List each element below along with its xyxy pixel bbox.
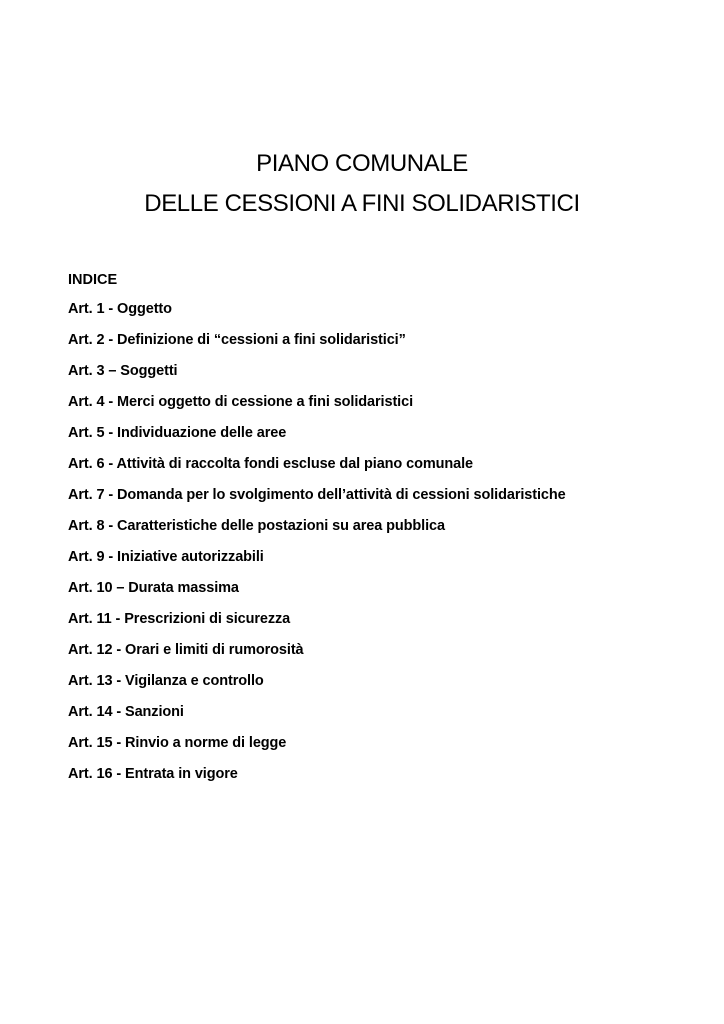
toc-entry-art-3: Art. 3 – Soggetti: [68, 363, 178, 379]
toc-entry-art-2: Art. 2 - Definizione di “cessioni a fini solidaristici”: [68, 332, 406, 348]
table-of-contents: [68, 299, 566, 795]
toc-entry-art-5: Art. 5 - Individuazione delle aree: [68, 425, 287, 441]
toc-entry-art-1: Art. 1 - Oggetto: [68, 301, 172, 317]
toc-entry-art-10: Art. 10 – Durata massima: [68, 580, 239, 596]
index-heading: INDICE: [68, 272, 118, 288]
toc-entry-art-16: Art. 16 - Entrata in vigore: [68, 766, 238, 782]
toc-entry-art-7: Art. 7 - Domanda per lo svolgimento dell’attività di cessioni solidaristiche: [68, 487, 566, 503]
toc-entry-art-11: Art. 11 - Prescrizioni di sicurezza: [68, 611, 291, 627]
toc-entry-art-15: Art. 15 - Rinvio a norme di legge: [68, 735, 287, 751]
toc-entry-art-9: Art. 9 - Iniziative autorizzabili: [68, 549, 264, 565]
title-line-2: DELLE CESSIONI A FINI SOLIDARISTICI: [144, 190, 580, 217]
toc-entry-art-13: Art. 13 - Vigilanza e controllo: [68, 673, 264, 689]
toc-entry-art-12: Art. 12 - Orari e limiti di rumorosità: [68, 642, 304, 658]
toc-entry-art-14: Art. 14 - Sanzioni: [68, 704, 184, 720]
toc-entry-art-6: Art. 6 - Attività di raccolta fondi escluse dal piano comunale: [68, 456, 473, 472]
title-line-1: PIANO COMUNALE: [256, 150, 468, 177]
document-title: [0, 144, 724, 224]
toc-entry-art-4: Art. 4 - Merci oggetto di cessione a fini solidaristici: [68, 394, 413, 410]
toc-entry-art-8: Art. 8 - Caratteristiche delle postazioni su area pubblica: [68, 518, 445, 534]
